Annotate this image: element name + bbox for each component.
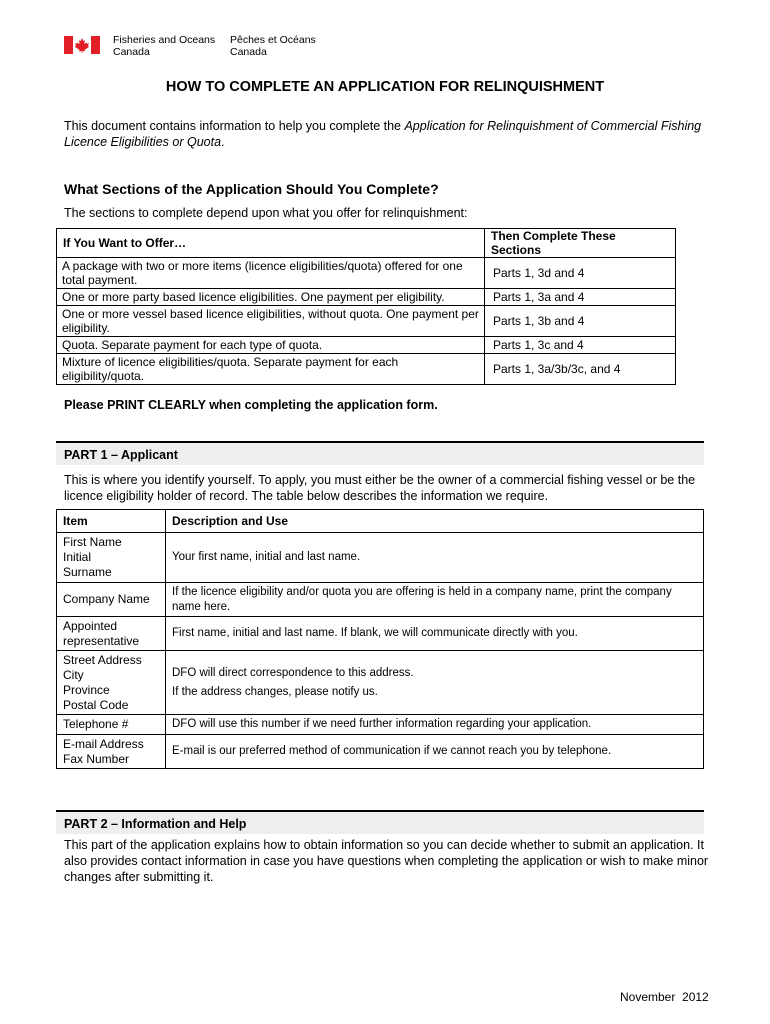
table-header-sections: Then Complete These Sections <box>485 229 676 258</box>
item-cell: Street Address City Province Postal Code <box>57 651 166 715</box>
part1-heading: PART 1 – Applicant <box>56 441 704 465</box>
offer-cell: Mixture of licence eligibilities/quota. Separate payment for each eligibility/quota. <box>57 354 485 385</box>
table-header-offer: If You Want to Offer… <box>57 229 485 258</box>
offer-table <box>56 228 676 385</box>
table-row <box>57 337 676 354</box>
sections-cell: Parts 1, 3d and 4 <box>485 258 676 289</box>
part2-heading: PART 2 – Information and Help <box>56 810 704 834</box>
description-cell: If the licence eligibility and/or quota you are offering is held in a company name, print the company name here. <box>166 583 704 617</box>
offer-cell: One or more vessel based licence eligibilities, without quota. One payment per eligibility. <box>57 306 485 337</box>
department-name-fr: Pêches et Océans Canada <box>230 34 316 58</box>
page-title: HOW TO COMPLETE AN APPLICATION FOR RELINQUISHMENT <box>165 79 605 95</box>
sections-cell: Parts 1, 3a and 4 <box>485 289 676 306</box>
department-name-en: Fisheries and Oceans Canada <box>113 34 216 58</box>
sections-cell: Parts 1, 3b and 4 <box>485 306 676 337</box>
section-heading: What Sections of the Application Should You Complete? <box>64 181 439 197</box>
item-cell: Company Name <box>57 583 166 617</box>
description-cell: Your first name, initial and last name. <box>166 533 704 583</box>
sections-cell: Parts 1, 3a/3b/3c, and 4 <box>485 354 676 385</box>
table-row <box>57 715 704 735</box>
table-row <box>57 735 704 769</box>
sections-cell: Parts 1, 3c and 4 <box>485 337 676 354</box>
item-cell: E-mail Address Fax Number <box>57 735 166 769</box>
print-note: Please PRINT CLEARLY when completing the application form. <box>64 398 438 412</box>
part1-paragraph: This is where you identify yourself. To apply, you must either be the owner of a commercial fishing vessel or be the licence eligibility holder of record. The table below describes the information we require. <box>64 473 696 503</box>
table-header-item: Item <box>57 510 166 533</box>
description-cell: First name, initial and last name. If blank, we will communicate directly with you. <box>166 617 704 651</box>
table-row <box>57 258 676 289</box>
table-row <box>57 289 676 306</box>
offer-cell: Quota. Separate payment for each type of quota. <box>57 337 485 354</box>
section-lead: The sections to complete depend upon what you offer for relinquishment: <box>64 206 468 220</box>
intro-paragraph: This document contains information to help you complete the Application for Relinquishment of Commercial Fishing Licence Eligibilities or Quota. <box>64 119 702 149</box>
table-row <box>57 533 704 583</box>
table-row <box>57 583 704 617</box>
offer-cell: One or more party based licence eligibilities. One payment per eligibility. <box>57 289 485 306</box>
table-row <box>57 617 704 651</box>
table-header-description: Description and Use <box>166 510 704 533</box>
offer-cell: A package with two or more items (licence eligibilities/quota) offered for one total payment. <box>57 258 485 289</box>
item-cell: Telephone # <box>57 715 166 735</box>
table-row <box>57 306 676 337</box>
table-row <box>57 354 676 385</box>
footer-date: November 2012 <box>620 990 709 1004</box>
applicant-table <box>56 509 704 769</box>
canada-flag-icon <box>64 36 100 54</box>
part2-paragraph: This part of the application explains how to obtain information so you can decide whether to submit an application. It also provides contact information in case you have questions when completing the application or wish to make minor changes after submitting it. <box>64 838 709 884</box>
description-cell: E-mail is our preferred method of communication if we cannot reach you by telephone. <box>166 735 704 769</box>
description-cell: DFO will direct correspondence to this address. If the address changes, please notify us. <box>166 651 704 715</box>
item-cell: First Name Initial Surname <box>57 533 166 583</box>
description-cell: DFO will use this number if we need further information regarding your application. <box>166 715 704 735</box>
table-row <box>57 651 704 715</box>
item-cell: Appointed representative <box>57 617 166 651</box>
